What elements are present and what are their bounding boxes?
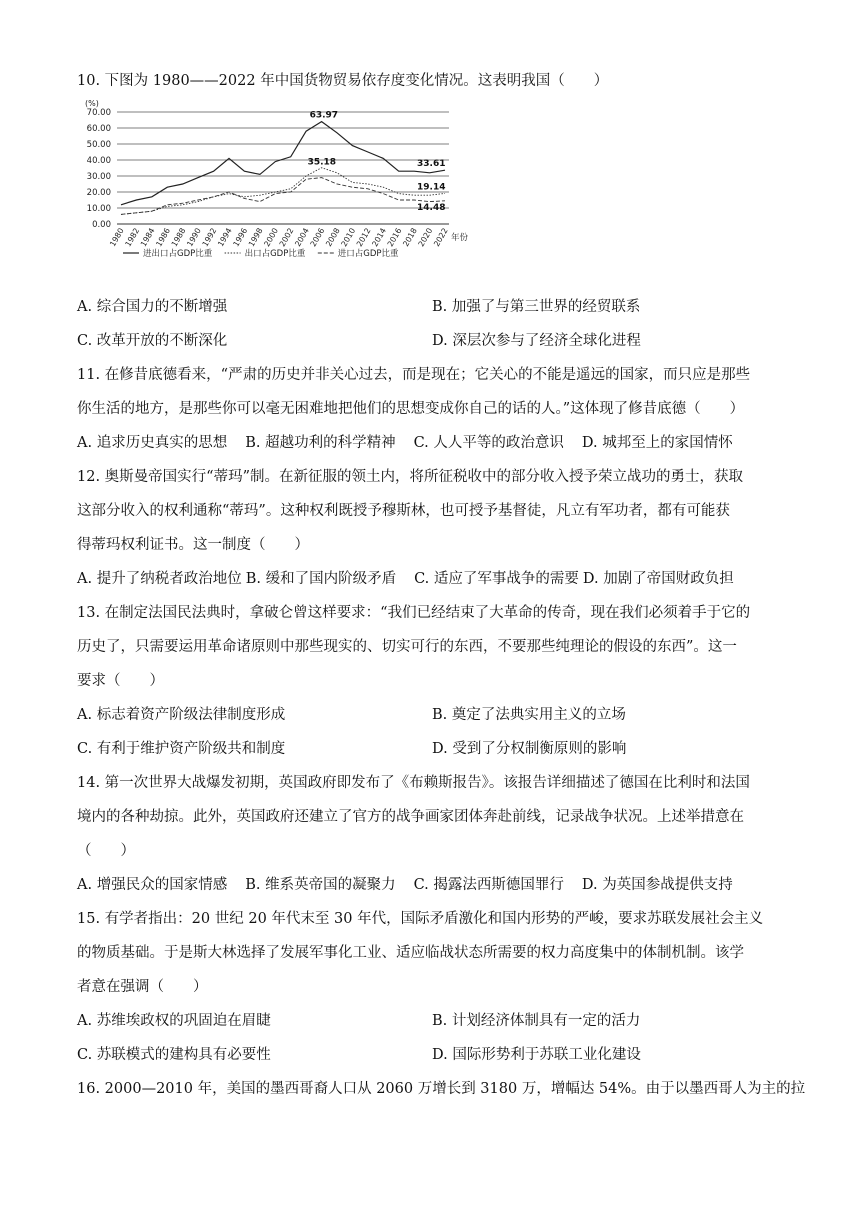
x-tick-label: 1994 — [216, 226, 234, 249]
x-tick-label: 1988 — [169, 226, 188, 249]
x-tick-label: 1982 — [123, 226, 142, 249]
data-label: 14.48 — [417, 202, 446, 213]
y-unit-label: (%) — [85, 99, 99, 108]
x-tick-label: 1996 — [231, 226, 250, 249]
x-tick-label: 2008 — [324, 226, 342, 249]
y-tick-label: 70.00 — [86, 108, 111, 118]
option-a[interactable]: A. 增强民众的国家情感 — [77, 877, 228, 893]
option-c[interactable]: C. 改革开放的不断深化 — [77, 333, 228, 349]
series-line — [121, 168, 445, 215]
option-d[interactable]: D. 加剧了帝国财政负担 — [582, 571, 734, 587]
chart-svg — [79, 98, 499, 290]
x-tick-label: 1984 — [138, 226, 157, 249]
question-12-stem-2: 这部分收入的权利通称“蒂玛”。这种权利既授予穆斯林，也可授予基督徒，凡立有军功者，都有可能获 — [77, 503, 730, 519]
x-tick-label: 1980 — [108, 226, 126, 249]
option-b[interactable]: B. 奠定了法典实用主义的立场 — [432, 707, 626, 723]
option-d[interactable]: D. 为英国参战提供支持 — [581, 877, 733, 893]
x-tick-label: 1992 — [200, 226, 219, 249]
exam-page — [77, 64, 806, 1106]
question-10-stem: 10. 下图为 1980——2022 年中国货物贸易依存度变化情况。这表明我国（ ） — [77, 73, 609, 89]
option-a[interactable]: A. 追求历史真实的思想 — [77, 435, 228, 451]
option-d[interactable]: D. 城邦至上的家国情怀 — [581, 435, 733, 451]
x-tick-label: 2006 — [308, 226, 327, 249]
y-tick-label: 30.00 — [86, 172, 111, 182]
question-13-stem-3: 要求（ ） — [77, 673, 164, 689]
question-15-stem-3: 者意在强调（ ） — [77, 979, 208, 995]
option-b[interactable]: B. 计划经济体制具有一定的活力 — [432, 1013, 641, 1029]
option-d[interactable]: D. 深层次参与了经济全球化进程 — [432, 333, 641, 349]
x-tick-label: 1990 — [185, 226, 203, 249]
question-15-stem-2: 的物质基础。于是斯大林选择了发展军事化工业、适应临战状态所需要的权力高度集中的体制机制。该学 — [77, 945, 744, 961]
question-12-options — [77, 562, 787, 596]
question-11-options — [77, 426, 787, 460]
y-tick-label: 10.00 — [86, 204, 111, 214]
data-label: 35.18 — [307, 157, 337, 168]
question-12-stem-3: 得蒂玛权利证书。这一制度（ ） — [77, 537, 309, 553]
option-c[interactable]: C. 苏联模式的建构具有必要性 — [77, 1047, 271, 1063]
x-tick-label: 2022 — [432, 226, 450, 249]
y-tick-label: 50.00 — [86, 140, 111, 150]
x-tick-label: 2014 — [370, 226, 389, 249]
x-tick-label: 2002 — [277, 226, 296, 249]
y-tick-label: 40.00 — [86, 156, 111, 166]
x-tick-label: 2012 — [354, 226, 373, 249]
y-tick-label: 20.00 — [86, 188, 111, 198]
y-tick-label: 60.00 — [86, 124, 111, 134]
option-c[interactable]: C. 揭露法西斯德国罪行 — [413, 877, 564, 893]
option-c[interactable]: C. 适应了军事战争的需要 — [414, 571, 579, 587]
question-14-stem: 14. 第一次世界大战爆发初期，英国政府即发布了《布赖斯报告》。该报告详细描述了德国在比利时和法国 — [77, 775, 750, 791]
question-11-stem-2: 你生活的地方，是那些你可以毫无困难地把他们的思想变成你自己的话的人。”这体现了修昔底德（ ） — [77, 401, 745, 417]
legend-label: 进口占GDP比重 — [337, 249, 399, 259]
legend-label: 出口占GDP比重 — [244, 249, 306, 259]
question-14-stem-3: （ ） — [77, 843, 135, 859]
x-tick-label: 2004 — [293, 226, 311, 249]
y-tick-label: 0.00 — [92, 220, 111, 230]
x-tick-label: 2020 — [416, 226, 435, 249]
question-14-stem-2: 境内的各种劫掠。此外，英国政府还建立了官方的战争画家团体奔赴前线，记录战争状况。上述举措意在 — [77, 809, 744, 825]
series-line — [121, 178, 445, 215]
x-tick-label: 2018 — [401, 226, 419, 249]
option-b[interactable]: B. 缓和了国内阶级矛盾 — [245, 571, 397, 587]
option-a[interactable]: A. 提升了纳税者政治地位 — [77, 571, 242, 587]
option-c[interactable]: C. 人人平等的政治意识 — [413, 435, 564, 451]
x-tick-label: 2010 — [339, 226, 358, 249]
x-tick-label: 2000 — [262, 226, 281, 249]
question-14-options — [77, 868, 787, 902]
option-b[interactable]: B. 维系英帝国的凝聚力 — [245, 877, 396, 893]
data-label: 63.97 — [309, 110, 339, 121]
question-13-stem-2: 历史了，只需要运用革命诸原则中那些现实的、切实可行的东西，不要那些纯理论的假设的东西”。这一 — [77, 639, 737, 655]
x-tick-label: 2016 — [385, 226, 404, 249]
question-10-options — [77, 290, 787, 324]
option-a[interactable]: A. 苏维埃政权的巩固迫在眉睫 — [77, 1013, 271, 1029]
option-a[interactable]: A. 标志着资产阶级法律制度形成 — [77, 707, 286, 723]
trade-dependency-chart — [79, 98, 787, 290]
option-d[interactable]: D. 国际形势利于苏联工业化建设 — [432, 1047, 641, 1063]
option-d[interactable]: D. 受到了分权制衡原则的影响 — [432, 741, 627, 757]
question-12-stem: 12. 奥斯曼帝国实行“蒂玛”制。在新征服的领土内，将所征税收中的部分收入授予荣立战功的勇士，获取 — [77, 469, 743, 485]
data-label: 33.61 — [417, 159, 446, 170]
option-b[interactable]: B. 超越功利的科学精神 — [245, 435, 396, 451]
question-16-stem: 16. 2000—2010 年，美国的墨西哥裔人口从 2060 万增长到 3180 万，增幅达 54%。由于以墨西哥人为主的拉 — [77, 1081, 806, 1097]
legend-label: 进出口占GDP比重 — [143, 249, 213, 259]
x-tick-label: 1998 — [246, 226, 265, 249]
x-tick-label: 1986 — [154, 226, 173, 249]
question-11-stem: 11. 在修昔底德看来，“严肃的历史并非关心过去，而是现在；它关心的不能是遥远的国家，而只应是那些 — [77, 367, 751, 383]
data-label: 19.14 — [417, 182, 446, 193]
question-15-stem: 15. 有学者指出：20 世纪 20 年代末至 30 年代，国际矛盾激化和国内形势的严峻，要求苏联发展社会主义 — [77, 911, 764, 927]
option-c[interactable]: C. 有利于维护资产阶级共和制度 — [77, 741, 286, 757]
option-a[interactable]: A. 综合国力的不断增强 — [77, 299, 228, 315]
question-13-stem: 13. 在制定法国民法典时，拿破仑曾这样要求：“我们已经结束了大革命的传奇，现在我们必须着手于它的 — [77, 605, 751, 621]
option-b[interactable]: B. 加强了与第三世界的经贸联系 — [432, 299, 641, 315]
x-unit-label: 年份 — [451, 233, 469, 243]
